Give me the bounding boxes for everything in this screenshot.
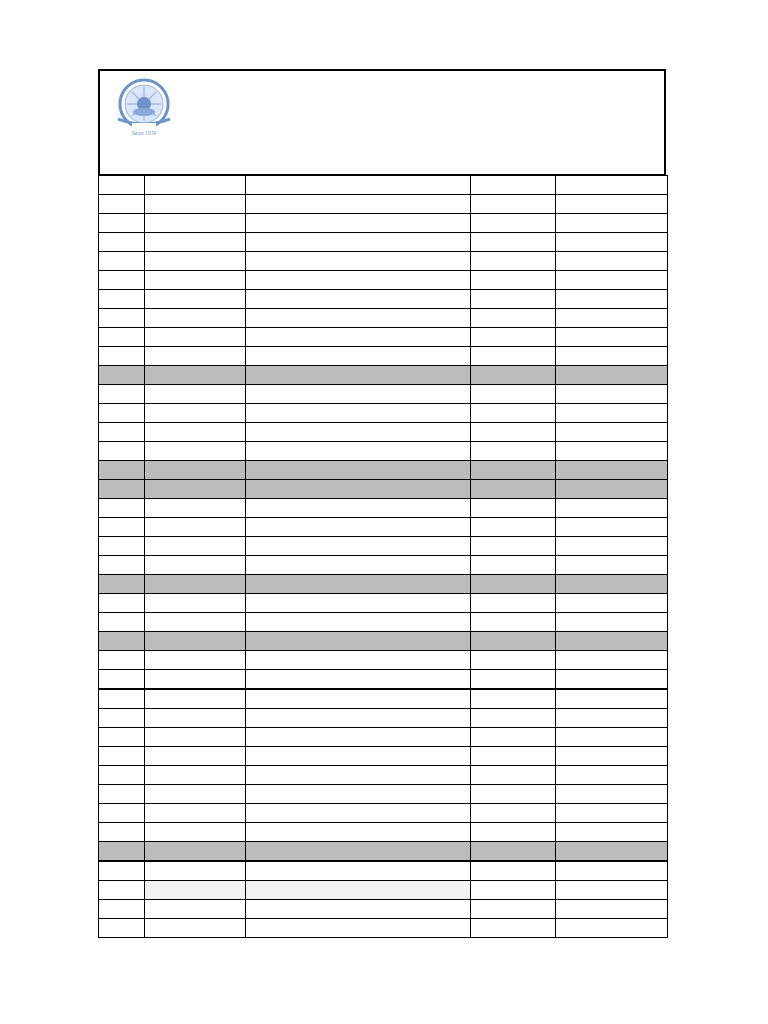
- table-cell: [145, 804, 246, 823]
- table-cell: [145, 823, 246, 842]
- table-cell: [555, 556, 667, 575]
- table-cell: [555, 518, 667, 537]
- table-cell: [145, 689, 246, 709]
- table-cell: [145, 290, 246, 309]
- table-cell: [145, 632, 246, 651]
- table-cell: [470, 689, 555, 709]
- table-cell: [99, 271, 145, 290]
- table-cell: [555, 766, 667, 785]
- table-cell: [555, 423, 667, 442]
- table-cell: [145, 328, 246, 347]
- table-cell: [145, 900, 246, 919]
- table-row: [99, 709, 668, 728]
- table-cell: [555, 919, 667, 938]
- table-cell: [99, 823, 145, 842]
- table-cell: [246, 556, 470, 575]
- table-cell: [555, 461, 667, 480]
- table-cell: [246, 252, 470, 271]
- table-row: [99, 252, 668, 271]
- table-cell: [470, 537, 555, 556]
- table-cell: [246, 385, 470, 404]
- table-cell: [470, 785, 555, 804]
- table-cell: [145, 919, 246, 938]
- table-row: [99, 613, 668, 632]
- table-row: [99, 461, 668, 480]
- table-cell: [470, 632, 555, 651]
- table-row: [99, 499, 668, 518]
- table-cell: [99, 670, 145, 690]
- table-cell: [555, 499, 667, 518]
- table-cell: [99, 728, 145, 747]
- table-cell: [555, 404, 667, 423]
- table-cell: [246, 785, 470, 804]
- table-cell: [470, 709, 555, 728]
- table-body: [99, 176, 668, 938]
- table-cell: [145, 442, 246, 461]
- table-cell: [99, 537, 145, 556]
- table-cell: [470, 404, 555, 423]
- table-cell: [246, 271, 470, 290]
- table-cell: [145, 518, 246, 537]
- table-cell: [99, 480, 145, 499]
- table-cell: [555, 233, 667, 252]
- table-row: [99, 347, 668, 366]
- table-cell: [145, 385, 246, 404]
- table-cell: [145, 499, 246, 518]
- table-cell: [145, 709, 246, 728]
- table-cell: [555, 442, 667, 461]
- table-cell: [246, 309, 470, 328]
- table-cell: [246, 442, 470, 461]
- table-cell: [246, 594, 470, 613]
- table-cell: [145, 842, 246, 862]
- table-row: [99, 233, 668, 252]
- table-row: [99, 214, 668, 233]
- table-cell: [246, 842, 470, 862]
- table-cell: [99, 385, 145, 404]
- table-cell: [99, 556, 145, 575]
- table-cell: [99, 919, 145, 938]
- table-row: [99, 385, 668, 404]
- table-cell: [99, 347, 145, 366]
- table-cell: [470, 309, 555, 328]
- table-cell: [470, 461, 555, 480]
- table-cell: [99, 747, 145, 766]
- table-row: [99, 785, 668, 804]
- table-cell: [99, 328, 145, 347]
- table-cell: [145, 176, 246, 195]
- table-row: [99, 328, 668, 347]
- table-cell: [145, 613, 246, 632]
- table-cell: [99, 594, 145, 613]
- table-cell: [470, 252, 555, 271]
- table-row: [99, 575, 668, 594]
- table-cell: [145, 366, 246, 385]
- table-row: [99, 804, 668, 823]
- table-row: [99, 195, 668, 214]
- table-cell: [470, 233, 555, 252]
- table-row: [99, 747, 668, 766]
- table-row: [99, 404, 668, 423]
- table-cell: [99, 214, 145, 233]
- table-row: [99, 900, 668, 919]
- table-row: [99, 271, 668, 290]
- table-cell: [555, 366, 667, 385]
- table-row: [99, 919, 668, 938]
- table-cell: [470, 442, 555, 461]
- table-cell: [470, 518, 555, 537]
- table-cell: [246, 518, 470, 537]
- table-cell: [470, 747, 555, 766]
- table-cell: [99, 613, 145, 632]
- data-table: [98, 175, 668, 938]
- table-cell: [555, 575, 667, 594]
- table-cell: [145, 423, 246, 442]
- table-cell: [470, 861, 555, 881]
- table-cell: [555, 651, 667, 670]
- table-row: [99, 594, 668, 613]
- table-cell: [145, 766, 246, 785]
- table-cell: [246, 919, 470, 938]
- table-cell: [99, 518, 145, 537]
- table-row: [99, 290, 668, 309]
- table-cell: [99, 499, 145, 518]
- table-cell: [145, 575, 246, 594]
- table-cell: [145, 195, 246, 214]
- table-cell: [145, 537, 246, 556]
- table-cell: [99, 233, 145, 252]
- table-cell: [145, 670, 246, 690]
- table-cell: [555, 689, 667, 709]
- logo-caption: Since 1976: [131, 131, 157, 137]
- table-cell: [470, 347, 555, 366]
- table-cell: [99, 804, 145, 823]
- table-cell: [99, 709, 145, 728]
- table-cell: [470, 176, 555, 195]
- table-cell: [555, 290, 667, 309]
- table-cell: [470, 366, 555, 385]
- table-cell: [99, 252, 145, 271]
- table-cell: [246, 823, 470, 842]
- table-cell: [99, 423, 145, 442]
- table-cell: [555, 785, 667, 804]
- document-header: [98, 69, 666, 176]
- table-cell: [555, 900, 667, 919]
- table-cell: [99, 176, 145, 195]
- table-cell: [246, 423, 470, 442]
- table-cell: [145, 252, 246, 271]
- table-cell: [246, 537, 470, 556]
- table-cell: [555, 670, 667, 690]
- table-cell: [99, 575, 145, 594]
- table-cell: [555, 747, 667, 766]
- table-cell: [555, 804, 667, 823]
- table-row: [99, 518, 668, 537]
- table-cell: [145, 785, 246, 804]
- table-cell: [555, 309, 667, 328]
- table-cell: [555, 328, 667, 347]
- table-cell: [145, 271, 246, 290]
- table-cell: [145, 556, 246, 575]
- table-cell: [145, 404, 246, 423]
- table-cell: [470, 594, 555, 613]
- table-cell: [246, 651, 470, 670]
- table-cell: [555, 709, 667, 728]
- table-cell: [555, 537, 667, 556]
- table-cell: [470, 823, 555, 842]
- table-cell: [555, 861, 667, 881]
- table-row: [99, 651, 668, 670]
- table-cell: [145, 747, 246, 766]
- table-row: [99, 766, 668, 785]
- table-cell: [99, 404, 145, 423]
- table-cell: [555, 594, 667, 613]
- table-cell: [99, 366, 145, 385]
- table-cell: [246, 670, 470, 690]
- table-row: [99, 842, 668, 862]
- table-cell: [555, 347, 667, 366]
- table-cell: [145, 480, 246, 499]
- table-cell: [246, 214, 470, 233]
- table-cell: [470, 290, 555, 309]
- table-cell: [99, 861, 145, 881]
- table-cell: [555, 252, 667, 271]
- table-cell: [555, 176, 667, 195]
- table-cell: [555, 385, 667, 404]
- table-cell: [246, 689, 470, 709]
- table-cell: [470, 919, 555, 938]
- table-cell: [99, 461, 145, 480]
- table-row: [99, 728, 668, 747]
- table-cell: [99, 766, 145, 785]
- table-cell: [470, 385, 555, 404]
- table-cell: [99, 195, 145, 214]
- table-row: [99, 881, 668, 900]
- table-row: [99, 309, 668, 328]
- table-cell: [246, 804, 470, 823]
- table-cell: [555, 728, 667, 747]
- table-cell: [99, 842, 145, 862]
- table-cell: [246, 900, 470, 919]
- table-cell: [470, 271, 555, 290]
- table-cell: [99, 290, 145, 309]
- table-cell: [470, 881, 555, 900]
- table-row: [99, 556, 668, 575]
- table-cell: [145, 881, 246, 900]
- table-cell: [145, 214, 246, 233]
- table-cell: [246, 366, 470, 385]
- table-cell: [99, 785, 145, 804]
- table-cell: [470, 214, 555, 233]
- table-cell: [99, 651, 145, 670]
- table-cell: [246, 461, 470, 480]
- table-cell: [145, 347, 246, 366]
- table-cell: [99, 632, 145, 651]
- table-cell: [470, 328, 555, 347]
- table-row: [99, 442, 668, 461]
- table-cell: [99, 689, 145, 709]
- institution-emblem-icon: [108, 77, 180, 137]
- table-cell: [246, 747, 470, 766]
- table-cell: [246, 233, 470, 252]
- table-cell: [470, 499, 555, 518]
- table-cell: [470, 842, 555, 862]
- table-cell: [470, 423, 555, 442]
- table-cell: [246, 613, 470, 632]
- table-row: [99, 423, 668, 442]
- table-cell: [555, 632, 667, 651]
- table-cell: [555, 842, 667, 862]
- table-cell: [145, 309, 246, 328]
- table-cell: [555, 195, 667, 214]
- table-cell: [470, 728, 555, 747]
- table-cell: [470, 556, 555, 575]
- table-cell: [145, 651, 246, 670]
- table-cell: [470, 900, 555, 919]
- table-row: [99, 366, 668, 385]
- table-cell: [145, 233, 246, 252]
- table-row: [99, 632, 668, 651]
- table-cell: [470, 195, 555, 214]
- table-cell: [555, 480, 667, 499]
- table-cell: [470, 651, 555, 670]
- table-cell: [246, 632, 470, 651]
- table-cell: [99, 309, 145, 328]
- table-cell: [555, 823, 667, 842]
- table-cell: [246, 347, 470, 366]
- table-cell: [246, 766, 470, 785]
- table-cell: [470, 670, 555, 690]
- table-cell: [246, 575, 470, 594]
- table-cell: [246, 176, 470, 195]
- table-cell: [470, 480, 555, 499]
- table-row: [99, 537, 668, 556]
- document-sheet: [98, 69, 668, 938]
- table-row: [99, 176, 668, 195]
- table-cell: [555, 214, 667, 233]
- table-cell: [246, 195, 470, 214]
- table-row: [99, 670, 668, 690]
- table-cell: [246, 881, 470, 900]
- table-row: [99, 861, 668, 881]
- table-cell: [246, 480, 470, 499]
- table-cell: [145, 728, 246, 747]
- table-row: [99, 823, 668, 842]
- table-cell: [470, 804, 555, 823]
- table-cell: [555, 881, 667, 900]
- table-cell: [145, 461, 246, 480]
- table-cell: [246, 328, 470, 347]
- table-cell: [145, 594, 246, 613]
- table-cell: [246, 709, 470, 728]
- table-cell: [555, 613, 667, 632]
- table-row: [99, 480, 668, 499]
- table-cell: [99, 900, 145, 919]
- table-cell: [470, 575, 555, 594]
- table-cell: [555, 271, 667, 290]
- table-cell: [246, 404, 470, 423]
- table-cell: [246, 728, 470, 747]
- table-cell: [99, 881, 145, 900]
- table-cell: [246, 861, 470, 881]
- table-cell: [470, 613, 555, 632]
- table-row: [99, 689, 668, 709]
- table-cell: [470, 766, 555, 785]
- table-cell: [99, 442, 145, 461]
- table-cell: [145, 861, 246, 881]
- table-cell: [246, 290, 470, 309]
- table-cell: [246, 499, 470, 518]
